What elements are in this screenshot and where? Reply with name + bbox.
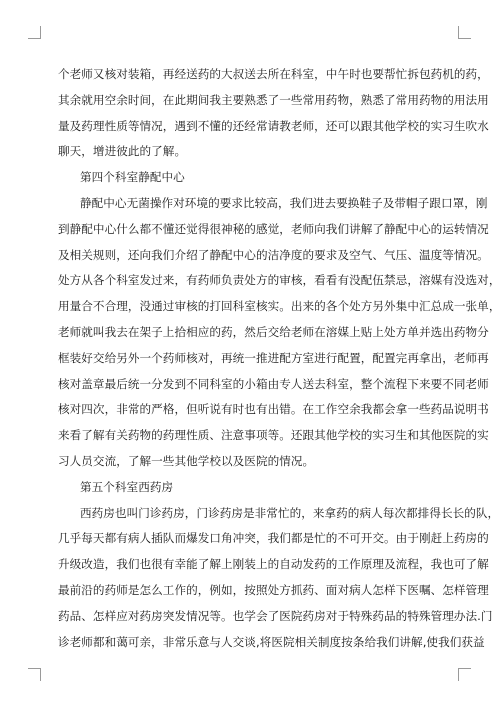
text-line: 老师就叫我去在架子上拾相应的药，然后交给老师在溶媒上贴上处方单并选出药物分 [58,324,489,339]
text-line: 个老师又核对装箱，再经送药的大叔送去所在科室，中午时也要帮忙拆包药机的药， [58,67,489,81]
section-heading: 第五个科室西药房 [80,479,174,494]
text-line: 诊老师都和蔼可亲，非常乐意与人交谈,将医院相关制度按条给我们讲解,使我们获益 [58,634,485,649]
text-line: 来看了解有关药物的药理性质、注意事项等。还跟其他学校的实习生和其他医院的实 [58,428,489,443]
text-line: 处方从各个科室发过来，有药师负责处方的审核，看看有没配伍禁忌，溶媒有没选对， [58,273,500,288]
text-line: 核对盖章最后统一分发到不同科室的小箱由专人送去科室，整个流程下来要不同老师 [58,376,489,391]
section-heading: 第四个科室静配中心 [80,170,185,185]
text-line: 静配中心无菌操作对环境的要求比较高，我们进去要换鞋子及带帽子跟口罩，刚 [80,195,488,210]
text-line: 及相关规则，还向我们介绍了静配中心的洁净度的要求及空气、气压、温度等情况。 [58,247,489,262]
crop-mark-top-left [28,26,41,39]
text-line: 其余就用空余时间，在此期间我主要熟悉了一些常用药物，熟悉了常用药物的用法用 [58,92,489,107]
text-line: 到静配中心什么都不懂还觉得很神秘的感觉，老师向我们讲解了静配中心的运转情况 [58,221,489,236]
text-line: 西药房也叫门诊药房，门诊药房是非常忙的，来拿药的病人每次都排得长长的队， [80,505,500,520]
text-line: 习人员交流，了解一些其他学校以及医院的情况。 [58,453,315,468]
text-line: 核对四次，非常的严格，但听说有时也有出错。在工作空余我都会拿一些药品说明书 [58,402,489,417]
crop-mark-bottom-right [458,668,471,681]
text-line: 升级改造，我们也很有幸能了解上刚装上的自动发药的工作原理及流程，我也可了解 [58,557,489,572]
text-line: 聊天，增进彼此的了解。 [58,144,187,159]
text-line: 药品、怎样应对药房突发情况等。也学会了医院药房对于特殊药品的特殊管理办法.门 [58,608,493,623]
text-line: 用量合不合理，没通过审核的打回科室核实。出来的各个处方另外集中汇总成一张单， [58,299,500,314]
crop-mark-bottom-left [28,668,41,681]
text-line: 最前沿的药师是怎么工作的，例如，按照处方抓药、面对病人怎样下医嘱、怎样管理 [58,582,489,597]
text-line: 量及药理性质等情况，遇到不懂的还经常请教老师，还可以跟其他学校的实习生吹水 [58,118,489,133]
text-line: 框装好交给另外一个药师核对，再统一推进配方室进行配置，配置完再拿出，老师再 [58,350,489,365]
crop-mark-top-right [458,26,471,39]
document-body [58,62,500,698]
text-line: 几乎每天都有病人插队而爆发口角冲突，我们都是忙的不可开交。由于刚赶上药房的 [58,531,489,546]
